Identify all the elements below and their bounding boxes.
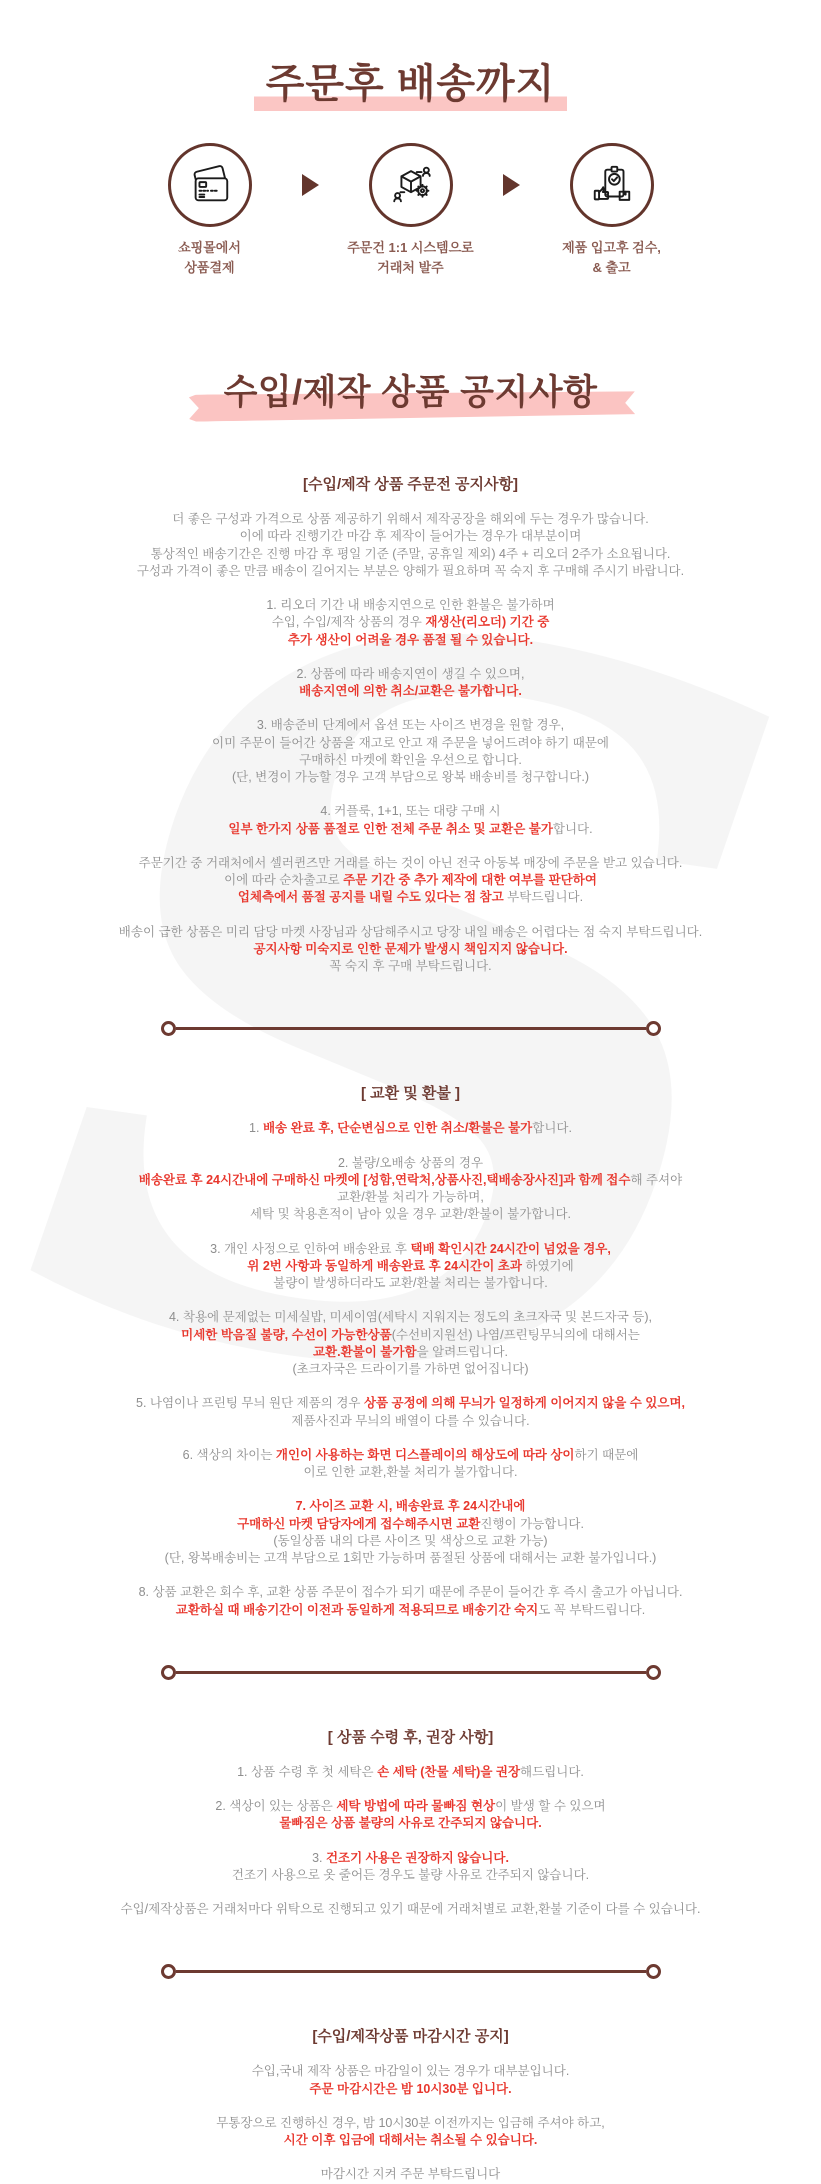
text-block: [89, 803, 733, 838]
text-block: [89, 1584, 733, 1619]
warning-text: 택배 확인시간 24시간이 넘었을 경우,: [410, 1241, 611, 1256]
body-text: 더 좋은 구성과 가격으로 상품 제공하기 위해서 제작공장을 해외에 두는 경우가 많습니다.: [172, 512, 649, 526]
body-text: (수선비지원선) 나염/프린팅무늬의에 대해서는: [391, 1327, 640, 1342]
body-text: 꼭 숙지 후 구매 부탁드립니다.: [329, 959, 492, 973]
credit-card-icon: [187, 162, 233, 208]
text-block: [89, 855, 733, 907]
warning-text: 상품 공정에 의해 무늬가 일정하게 이어지지 않을 수 있으며,: [363, 1396, 685, 1411]
divider-line: [176, 1970, 646, 1973]
warning-text: 7. 사이즈 교환 시, 배송완료 후 24시간내에: [295, 1499, 526, 1514]
order-system-icon: [388, 162, 434, 208]
warning-text: 미세한 박음질 불량, 수선이 가능한상품: [181, 1327, 392, 1342]
warning-text: 교환.환불이 불가함: [312, 1344, 417, 1359]
body-text: 구매하신 마켓에 확인을 우선으로 합니다.: [299, 752, 522, 767]
exchange-refund-heading: [ 교환 및 환불 ]: [360, 1085, 461, 1103]
body-text: 제품사진과 무늬의 배열이 다를 수 있습니다.: [291, 1413, 530, 1428]
divider-ring-icon: [646, 1021, 661, 1036]
warning-text: 교환하실 때 배송기간이 이전과 동일하게 적용되므로 배송기간 숙지: [175, 1602, 539, 1617]
warning-text: 시간 이후 입금에 대해서는 취소될 수 있습니다.: [283, 2133, 538, 2147]
warning-text: 세탁 방법에 따라 물빠짐 현상: [336, 1799, 496, 1813]
section-divider: [161, 1665, 661, 1680]
body-text: 2. 상품에 따라 배송지연이 생길 수 있으며,: [296, 666, 525, 681]
body-text: 수입/제작상품은 거래처마다 위탁으로 진행되고 있기 때문에 거래처별로 교환,환불 기준이 다를 수 있습니다.: [120, 1902, 701, 1916]
section-divider: [161, 1021, 661, 1036]
product-notice-page: [61, 52, 761, 2182]
text-block: [89, 1447, 733, 1482]
flow-step-order-system: [325, 143, 497, 277]
body-text: 주문기간 중 거래처에서 셀러퀸즈만 거래를 하는 것이 아닌 전국 아동복 매장에 주문을 받고 있습니다.: [138, 855, 683, 870]
arrow-right-icon: [503, 174, 520, 196]
body-text: 이로 인한 교환,환불 처리가 불가합니다.: [303, 1465, 518, 1479]
body-text: 건조기 사용으로 옷 줄어든 경우도 불량 사유로 간주되지 않습니다.: [231, 1867, 590, 1882]
body-text: 구성과 가격이 좋은 만큼 배송이 길어지는 부분은 양해가 필요하며 꼭 숙지 후 구매해 주시기 바랍니다.: [136, 563, 685, 578]
flow-step-payment: [124, 143, 296, 277]
order-process-flow: [61, 143, 761, 277]
text-block: [89, 1901, 733, 1918]
body-text: 4. 커플룩, 1+1, 또는 대량 구매 시: [320, 804, 501, 819]
body-text: 이에 따라 순차출고로: [224, 873, 344, 887]
text-block: [89, 1120, 733, 1137]
text-block: [89, 2115, 733, 2150]
body-text: 수입,국내 제작 상품은 마감일이 있는 경우가 대부분입니다.: [251, 2064, 570, 2079]
body-text: (동일상품 내의 다른 사이즈 및 색상으로 교환 가능): [273, 1533, 548, 1548]
warning-text: 건조기 사용은 권장하지 않습니다.: [325, 1850, 509, 1865]
text-block: [89, 1850, 733, 1885]
text-block: [89, 511, 733, 580]
after-receipt-heading: [ 상품 수령 후, 권장 사항]: [327, 1728, 494, 1746]
body-text: 1.: [249, 1121, 263, 1136]
title-highlight: 주문후 배송까지: [254, 62, 568, 111]
body-text: 통상적인 배송기간은 진행 마감 후 평일 기준 (주말, 공휴일 제외) 4주 + 리오더 2주가 소요됩니다.: [150, 546, 671, 561]
after-receipt-blocks: [61, 1764, 761, 1919]
text-block: [89, 1764, 733, 1781]
warning-text: 배송완료 후 24시간내에 구매하신 마켓에 [성함,연락처,상품사진,택배송장사진]과 함께 접수: [138, 1172, 631, 1187]
body-text: 이미 주문이 들어간 상품을 재고로 안고 재 주문을 넣어드려야 하기 때문에: [212, 735, 609, 750]
warning-text: 개인이 사용하는 화면 디스플레이의 해상도에 따라 상이: [275, 1447, 575, 1462]
warning-text: 일부 한가지 상품 품절로 인한 전체 주문 취소 및 교환은 불가: [228, 821, 553, 836]
body-text: 해 주셔야: [630, 1172, 683, 1187]
import-notice-title: 수입/제작 상품 공지사항: [223, 373, 598, 412]
body-text: 5. 나염이나 프린팅 무늬 원단 제품의 경우: [136, 1396, 364, 1411]
body-text: 도 꼭 부탁드립니다.: [538, 1602, 646, 1617]
body-text: 해드립니다.: [520, 1764, 584, 1779]
exchange-refund-blocks: [61, 1120, 761, 1619]
body-text: 수입, 수입/제작 상품의 경우: [271, 615, 426, 630]
body-text: 3.: [312, 1850, 326, 1865]
step-circle: [570, 143, 654, 227]
body-text: 부탁드립니다.: [507, 890, 584, 905]
section-divider: [161, 1964, 661, 1979]
body-text: 이에 따라 진행기간 마감 후 제작이 들어가는 경우가 대부분이며: [239, 529, 582, 544]
body-text: 을 알려드립니다.: [416, 1344, 509, 1359]
body-text: 2. 불량/오배송 상품의 경우: [337, 1155, 484, 1170]
text-block: [89, 2166, 733, 2183]
text-block: [89, 2063, 733, 2098]
step-label: 주문건 1:1 시스템으로 거래처 발주: [347, 240, 474, 275]
body-text: 합니다.: [532, 1121, 572, 1136]
warning-text: 배송지연에 의한 취소/교환은 불가합니다.: [299, 684, 522, 698]
body-text: 진행이 가능합니다.: [480, 1516, 584, 1531]
text-block: [89, 1155, 733, 1224]
text-block: [89, 666, 733, 701]
warning-text: 구매하신 마켓 담당자에게 접수해주시면 교환: [237, 1516, 481, 1531]
body-text: 세탁 및 착용흔적이 남아 있을 경우 교환/환불이 불가합니다.: [249, 1207, 572, 1222]
body-text: 하기 때문에: [574, 1447, 639, 1462]
divider-ring-icon: [646, 1665, 661, 1680]
step-label: 제품 입고후 검수, & 출고: [562, 240, 661, 275]
pre-order-blocks: [61, 511, 761, 975]
step-circle: [369, 143, 453, 227]
body-text: 교환/환불 처리가 가능하며,: [337, 1190, 484, 1204]
import-notice-title-wrap: [61, 365, 761, 429]
arrow-right-icon: [302, 174, 319, 196]
divider-ring-icon: [161, 1665, 176, 1680]
text-block: [89, 1241, 733, 1293]
order-to-delivery-title: [61, 52, 761, 109]
warning-text: 물빠짐은 상품 불량의 사유로 간주되지 않습니다.: [279, 1816, 542, 1831]
body-text: 합니다.: [552, 821, 593, 836]
warning-text: 재생산(리오더) 기간 중: [425, 615, 550, 630]
body-text: 6. 색상의 차이는: [182, 1447, 276, 1462]
inspection-shipping-icon: [589, 162, 635, 208]
body-text: 불량이 발생하더라도 교환/환불 처리는 불가합니다.: [273, 1276, 548, 1290]
text-block: [89, 597, 733, 649]
body-text: 마감시간 지켜 주문 부탁드립니다: [320, 2167, 501, 2182]
body-text: 2. 색상이 있는 상품은: [215, 1799, 337, 1813]
step-circle: [168, 143, 252, 227]
body-text: 배송이 급한 상품은 미리 담당 마켓 사장님과 상담해주시고 당장 내일 배송은 어렵다는 점 숙지 부탁드립니다.: [118, 924, 703, 939]
body-text: (단, 왕복배송비는 고객 부담으로 1회만 가능하며 품절된 상품에 대해서는 교환 불가입니다.): [164, 1551, 657, 1565]
text-block: [89, 1798, 733, 1833]
body-text: (단, 변경이 가능할 경우 고객 부담으로 왕복 배송비를 청구합니다.): [231, 770, 589, 784]
warning-text: 공지사항 미숙지로 인한 문제가 발생시 책임지지 않습니다.: [253, 941, 568, 956]
body-text: 3. 배송준비 단계에서 옵션 또는 사이즈 변경을 원할 경우,: [256, 718, 565, 733]
warning-text: 주문 마감시간은 밤 10시30분 입니다.: [309, 2081, 512, 2096]
warning-text: 손 세탁 (찬물 세탁)을 권장: [377, 1764, 521, 1779]
body-text: 하였기에: [525, 1258, 574, 1273]
body-text: 3. 개인 사정으로 인하여 배송완료 후: [210, 1241, 411, 1256]
divider-ring-icon: [646, 1964, 661, 1979]
body-text: 1. 상품 수령 후 첫 세탁은: [237, 1764, 378, 1779]
text-block: [89, 717, 733, 786]
flow-step-inspection: [526, 143, 698, 277]
divider-line: [176, 1027, 646, 1030]
body-text: 1. 리오더 기간 내 배송지연으로 인한 환불은 불가하며: [266, 598, 555, 612]
warning-text: 배송 완료 후, 단순변심으로 인한 취소/환불은 불가: [262, 1121, 533, 1136]
text-block: [89, 1309, 733, 1378]
step-label: 쇼핑몰에서 상품결제: [178, 240, 241, 275]
divider-line: [176, 1671, 646, 1674]
text-block: [89, 1395, 733, 1430]
warning-text: 위 2번 사항과 동일하게 배송완료 후 24시간이 초과: [247, 1258, 526, 1273]
warning-text: 주문 기간 중 추가 제작에 대한 여부를 판단하여: [343, 873, 597, 887]
body-text: 8. 상품 교환은 회수 후, 교환 상품 주문이 접수가 되기 때문에 주문이 들어간 후 즉시 출고가 아닙니다.: [138, 1585, 683, 1600]
body-text: 4. 착용에 문제없는 미세실밥, 미세이염(세탁시 지워지는 정도의 초크자국 및 본드자국 등),: [168, 1310, 653, 1325]
divider-ring-icon: [161, 1021, 176, 1036]
pre-order-heading: [수입/제작 상품 주문전 공지사항]: [302, 476, 519, 493]
body-text: (초크자국은 드라이기를 가하면 없어집니다): [292, 1362, 529, 1376]
warning-text: 추가 생산이 어려울 경우 품절 될 수 있습니다.: [287, 632, 534, 647]
divider-ring-icon: [161, 1964, 176, 1979]
body-text: 이 발생 할 수 있으며: [495, 1799, 606, 1813]
body-text: 무통장으로 진행하신 경우, 밤 10시30분 이전까지는 입금해 주셔야 하고,: [216, 2115, 605, 2130]
deadline-heading: [수입/제작상품 마감시간 공지]: [312, 2028, 509, 2046]
text-block: [89, 1498, 733, 1567]
deadline-blocks: [61, 2063, 761, 2183]
warning-text: 업체측에서 품절 공지를 내릴 수도 있다는 점 참고: [237, 890, 508, 905]
text-block: [89, 924, 733, 976]
